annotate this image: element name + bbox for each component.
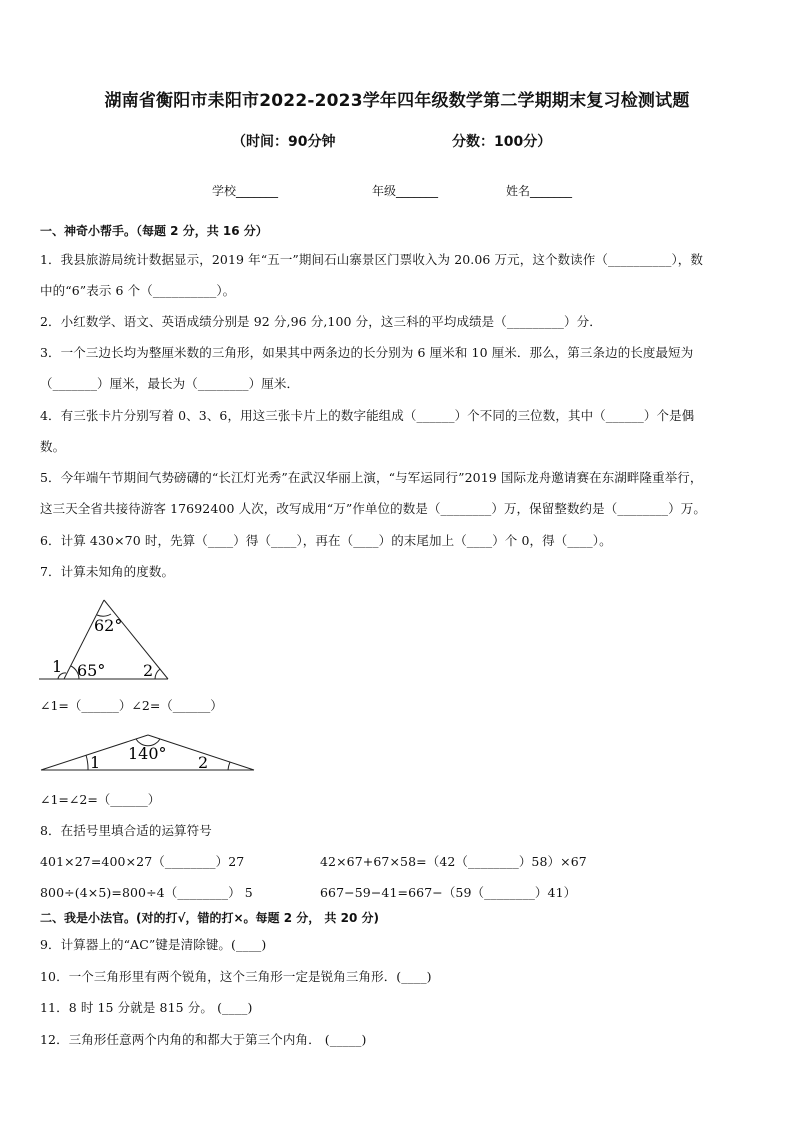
question-1-line-2: 中的“6”表示 6 个（__________）。 bbox=[40, 283, 236, 298]
angle-62-label: 62° bbox=[94, 616, 123, 635]
page-title: 湖南省衡阳市耒阳市2022-2023学年四年级数学第二学期期末复习检测试题 bbox=[104, 91, 690, 111]
question-12: 12．三角形任意两个内角的和都大于第三个内角． (_____) bbox=[40, 1032, 367, 1047]
triangle-figure-1 bbox=[36, 594, 176, 686]
name-field: 姓名_______ bbox=[506, 184, 573, 198]
angle-1-label-fig2: 1 bbox=[90, 753, 101, 772]
question-4-line-2: 数。 bbox=[40, 439, 66, 454]
question-3-line-2: （_______）厘米，最长为（________）厘米． bbox=[40, 376, 300, 391]
section-2-heading: 二、我是小法官。(对的打√，错的打×。每题 2 分， 共 20 分) bbox=[40, 911, 379, 925]
grade-field: 年级_______ bbox=[372, 184, 439, 198]
question-8-b: 42×67+67×58=（42（________）58）×67 bbox=[320, 854, 587, 869]
question-8-a: 401×27=400×27（________）27 bbox=[40, 854, 245, 869]
exam-score: 分数：100分） bbox=[452, 134, 552, 150]
question-9: 9．计算器上的“AC”键是清除键。(____) bbox=[40, 937, 267, 952]
question-8-d: 667−59−41=667−（59（________）41） bbox=[320, 885, 577, 900]
question-8: 8．在括号里填合适的运算符号 bbox=[40, 823, 212, 838]
angle-1-label: 1 bbox=[52, 657, 63, 676]
question-5-line-2: 这三天全省共接待游客 17692400 人次，改写成用“万”作单位的数是（________）万，保留整数约是（________）万。 bbox=[40, 501, 706, 516]
question-8-c: 800÷(4×5)=800÷4（________） 5 bbox=[40, 885, 253, 900]
angle-2-label-fig2: 2 bbox=[198, 753, 209, 772]
question-6: 6．计算 430×70 时，先算（____）得（____），再在（____）的末尾加上（____）个 0，得（____）。 bbox=[40, 533, 612, 548]
question-7: 7．计算未知角的度数。 bbox=[40, 564, 175, 579]
school-field: 学校_______ bbox=[212, 184, 279, 198]
question-7-answer-1: ∠1=（______）∠2=（______） bbox=[40, 698, 223, 713]
question-5-line-1: 5．今年端午节期间气势磅礴的“长江灯光秀”在武汉华丽上演，“与军运同行”2019 国际龙舟邀请赛在东湖畔隆重举行， bbox=[40, 470, 703, 485]
triangle-figure-2 bbox=[38, 731, 258, 775]
question-2: 2．小红数学、语文、英语成绩分别是 92 分,96 分,100 分，这三科的平均成绩是（_________）分． bbox=[40, 314, 602, 329]
question-4-line-1: 4．有三张卡片分别写着 0、3、6，用这三张卡片上的数字能组成（______）个不同的三位数，其中（______）个是偶 bbox=[40, 408, 695, 423]
question-3-line-1: 3．一个三边长均为整厘米数的三角形，如果其中两条边的长分别为 6 厘米和 10 厘米．那么，第三条边的长度最短为 bbox=[40, 345, 694, 360]
question-10: 10．一个三角形里有两个锐角，这个三角形一定是锐角三角形．(____) bbox=[40, 969, 432, 984]
question-11: 11．8 时 15 分就是 815 分。 (____) bbox=[40, 1000, 253, 1015]
question-1-line-1: 1．我县旅游局统计数据显示，2019 年“五一”期间石山寨景区门票收入为 20.06 万元，这个数读作（__________），数 bbox=[40, 252, 704, 267]
section-1-heading: 一、神奇小帮手。（每题 2 分，共 16 分） bbox=[40, 224, 268, 238]
exam-time: （时间：90分钟 bbox=[232, 134, 336, 150]
angle-2-label: 2 bbox=[143, 661, 154, 680]
angle-140-label: 140° bbox=[128, 744, 167, 763]
question-7-answer-2: ∠1=∠2=（______） bbox=[40, 792, 161, 807]
angle-65-label: 65° bbox=[77, 661, 106, 680]
